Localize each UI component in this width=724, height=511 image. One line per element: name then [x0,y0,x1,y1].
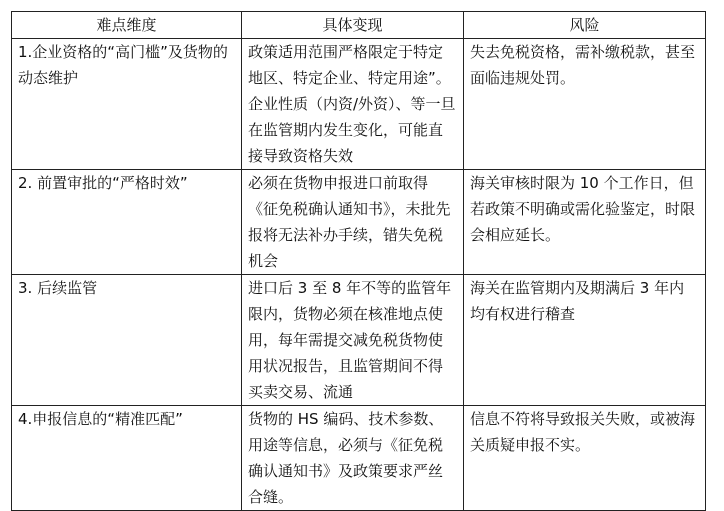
cell-risk: 海关审核时限为 10 个工作日，但若政策不明确或需化验鉴定，时限会相应延长。 [464,170,706,275]
cell-dimension: 4.申报信息的“精准匹配” [12,406,242,511]
cell-risk: 失去免税资格，需补缴税款，甚至面临违规处罚。 [464,39,706,170]
table-row [12,275,706,406]
table-row [12,39,706,170]
table-row [12,406,706,511]
table-header-row [12,12,706,39]
cell-manifestation: 政策适用范围严格限定于特定地区、特定企业、特定用途”。企业性质（内资/外资）、等一旦在监管期内发生变化，可能直接导致资格失效 [242,39,464,170]
cell-dimension: 2. 前置审批的“严格时效” [12,170,242,275]
header-dimension: 难点维度 [12,12,242,39]
table-row [12,170,706,275]
risk-table-container [11,11,706,511]
cell-manifestation: 进口后 3 至 8 年不等的监管年限内，货物必须在核准地点使用，每年需提交减免税货物使用状况报告，且监管期间不得买卖交易、流通 [242,275,464,406]
cell-risk: 信息不符将导致报关失败，或被海关质疑申报不实。 [464,406,706,511]
cell-manifestation: 货物的 HS 编码、技术参数、用途等信息，必须与《征免税确认通知书》及政策要求严丝合缝。 [242,406,464,511]
risk-table [11,11,706,511]
cell-risk: 海关在监管期内及期满后 3 年内均有权进行稽查 [464,275,706,406]
cell-manifestation: 必须在货物申报进口前取得《征免税确认通知书》，未批先报将无法补办手续，错失免税机会 [242,170,464,275]
header-risk: 风险 [464,12,706,39]
cell-dimension: 1.企业资格的“高门槛”及货物的动态维护 [12,39,242,170]
header-manifestation: 具体变现 [242,12,464,39]
cell-dimension: 3. 后续监管 [12,275,242,406]
